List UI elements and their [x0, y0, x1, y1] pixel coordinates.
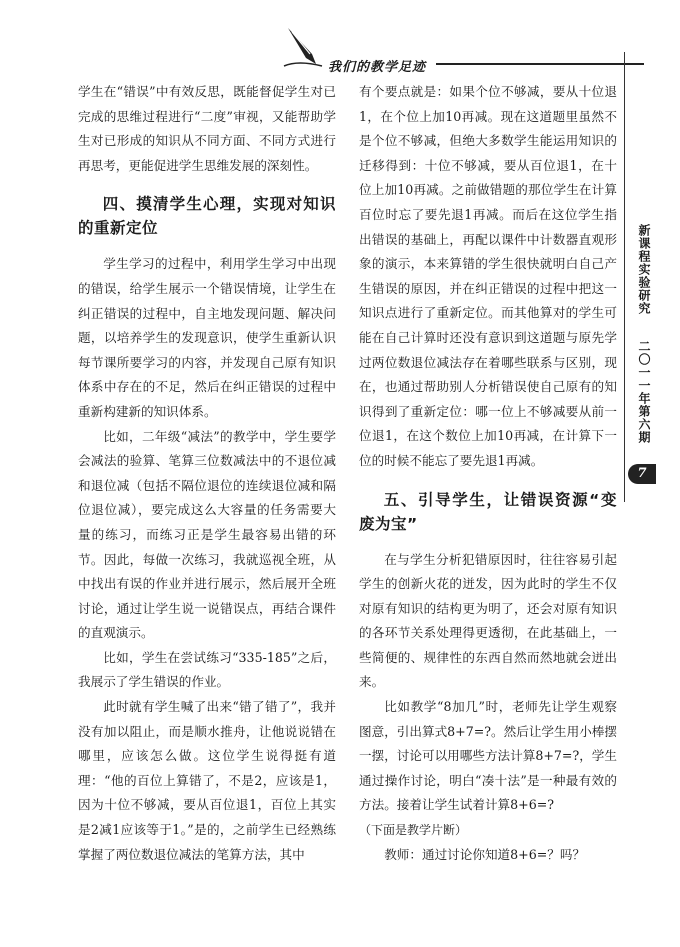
header-rule: [436, 63, 644, 65]
right-paragraph-4: 教师：通过讨论你知道8+6=？吗？: [384, 846, 586, 862]
left-paragraph-4: 比如，学生在尝试练习“335-185”之后，我展示了学生错误的作业。: [78, 649, 336, 690]
section-heading-5: 五、引导学生，让错误资源“变废为宝”: [359, 490, 617, 533]
page-header: [0, 20, 680, 75]
section-heading-4: 四、摸清学生心理，实现对知识的重新定位: [78, 195, 336, 238]
left-paragraph-3: 比如，二年级“减法”的教学中，学生要学会减法的验算、笔算三位数减法中的不退位减和退位减（包括不隔位退位的连续退位减和隔位退位减），要完成这么大容量的任务需要大量的练习，而练习正是学生最容易出错的环节。因此，每做一次练习，我就巡视全班，从中找出有误的作业并进行展示，然后展开全班讨论，通过让学生说一说错误点，再结合课件的直观演示。: [78, 428, 336, 641]
sidebar-journal-name: 新课程实验研究: [637, 224, 651, 315]
page-number: 7: [628, 464, 656, 484]
right-column: [359, 80, 617, 867]
right-note: （下面是教学片断）: [359, 823, 468, 838]
right-paragraph-1: 有个要点就是：如果个位不够减，要从十位退1，在个位上加10再减。现在这道题里虽然不是个位不够减，但绝大多数学生能运用知识的迁移得到：十位不够减，要从百位退1，在十位上加10再减。之前做错题的那位学生在计算百位时忘了要先退1再减。而后在这位学生指出错误的基础上，再配以课件中计数器直观形象的演示，本来算错的学生很快就明白自己产生错误的原因，并在纠正错误的过程中把这一知识点进行了重新定位。而其他算对的学生可能在自己计算时还没有意识到这道题与原先学过两位数退位减法存在着哪些联系与区别，现在，也通过帮助别人分析错误使自己原有的知识得到了重新定位：哪一位上不够减要从前一位退1，在这个数位上加10再减，在计算下一位的时候不能忘了要先退1再减。: [359, 84, 617, 468]
header-title: 我们的教学足迹: [328, 60, 427, 75]
right-paragraph-2: 在与学生分析犯错原因时，往往容易引起学生的创新火花的迸发，因为此时的学生不仅对原有知识的结构更为明了，还会对原有知识的各环节关系处理得更透彻，在此基础上，一些简便的、规律性的东西自然而然地就会迸出来。: [359, 551, 617, 690]
left-paragraph-5: 此时就有学生喊了出来“错了错了”，我并没有加以阻止，而是顺水推舟，让他说说错在哪里，应该怎么做。这位学生说得挺有道理：“他的百位上算错了，不是2，应该是1，因为十位不够减，要从百位退1，百位上其实是2减1应该等于1。”是的，之前学生已经熟练掌握了两位数退位减法的笔算方法，其中: [78, 699, 336, 862]
left-paragraph-1: 学生在“错误”中有效反思，既能督促学生对已完成的思维过程进行“二度”审视，又能帮助学生对已形成的知识从不同方面、不同方式进行再思考，更能促进学生思维发展的深刻性。: [78, 84, 336, 173]
sidebar-divider: [624, 52, 625, 502]
sidebar-issue: 二〇一一年第六期: [637, 340, 651, 444]
left-paragraph-2: 学生学习的过程中，利用学生学习中出现的错误，给学生展示一个错误情境，让学生在纠正错误的过程中，自主地发现问题、解决问题，以培养学生的发现意识，使学生重新认识每节课所要学习的内容，并发现自己原有知识体系中存在的不足，然后在纠正错误的过程中重新构建新的知识体系。: [78, 256, 336, 419]
right-paragraph-3: 比如教学“8加几”时，老师先让学生观察图意，引出算式8+7=?。然后让学生用小棒摆一摆，讨论可以用哪些方法计算8+7=?，学生通过操作讨论，明白“凑十法”是一种最有效的方法。接着让学生试着计算8+6=?: [359, 699, 617, 813]
pen-nib-icon: [282, 24, 326, 68]
left-column: [78, 80, 336, 867]
